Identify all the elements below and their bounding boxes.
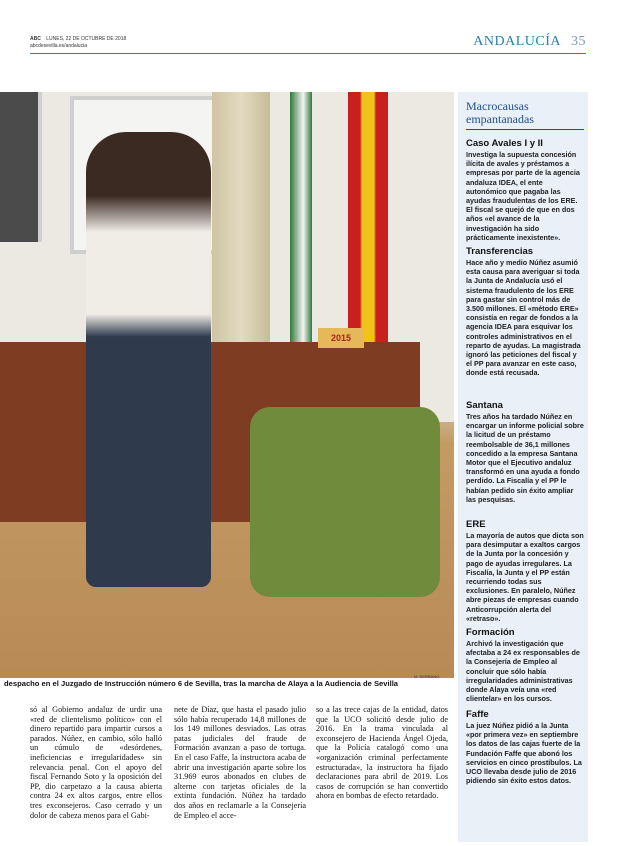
header-divider — [30, 53, 586, 54]
sidebar-item — [466, 400, 584, 504]
sidebar-item-heading: Caso Avales I y II — [466, 138, 543, 149]
sidebar-item-heading: ERE — [466, 519, 486, 530]
photo-credit: M. SERRANO — [414, 674, 440, 679]
brand-label: ABC — [30, 36, 41, 42]
sidebar-item-text: Hace año y medio Núñez asumió esta causa para averiguar si toda la Junta de Andalucía usó el sistema fraudulento de los ERE para gastar sin control más de 3.500 millones. El «método ERE» consistía en regar de fondos a la agencia IDEA para esquivar los controles administrativos en el reparto de ayudas. La magistrada ignoró las peticiones del fiscal y el PP para avanzar en este caso, donde está recusada. — [466, 258, 581, 378]
sidebar-item-heading: Faffe — [466, 709, 489, 720]
header-meta — [30, 36, 126, 50]
photo-window-left — [0, 92, 42, 242]
body-text: só al Gobierno andaluz de urdir una «red de clientelismo político» con el dinero repartido para impartir cursos a parados. Núñez, en cambio, sólo halló un cúmulo de «desórdenes, ineficiencias e irregularidades» sin relevancia penal. Con el apoyo del fiscal Fernando Soto y la oposición del PP, dio carpetazo a la causa abierta contra 24 ex altos cargos, entre ellos tres exconsejeros. Caso cerrado y un dolor de cabeza menos para el Gabi- — [30, 705, 162, 820]
sidebar-title: Macrocausas empantanadas — [466, 99, 534, 126]
sidebar-item-text: Archivó la investigación que afectaba a 24 ex responsables de la Consejería de Empleo al concluir que sólo había irregularidades administrativas donde Alaya veía una «red clientelar» en los cursos. — [466, 639, 580, 704]
body-column-3 — [316, 705, 448, 801]
main-photo — [0, 92, 454, 678]
photo-person — [86, 132, 211, 587]
sidebar-item-heading: Transferencias — [466, 246, 534, 257]
sidebar-item — [466, 519, 584, 623]
photo-chair — [250, 407, 440, 597]
body-text: so a las trece cajas de la entidad, datos que la UCO solicitó desde julio de 2016. En la trama vinculada al exconsejero de Hacienda Ángel Ojeda, que la Policía catalogó como una «organización criminal perfectamente estructurada», la instructora ha fijado declaraciones para abril de 2019. Los casos de corrupción se han convertido ahora en bombas de efecto retardado. — [316, 705, 448, 801]
sidebar-item-text: Tres años ha tardado Núñez en encargar un informe policial sobre la licitud de un préstamo reembolsable de 36,1 millones concedido a la empresa Santana Motor que el Ejecutivo andaluz transformó en una ayuda a fondo perdido. La Fiscalía y el PP le habían pedido sin éxito ampliar las pesquisas. — [466, 412, 584, 504]
photo-desk-sign — [318, 328, 364, 348]
sidebar-item-text: La juez Núñez pidió a la Junta «por primera vez» en septiembre los datos de las cajas fuerte de la Fundación Faffe que abonó los servicios en cinco prostíbulos. La UCO llevaba desde julio de 2016 pidiendo sin éxito estos datos. — [466, 721, 582, 786]
sidebar-item — [466, 138, 584, 242]
photo-caption: despacho en el Juzgado de Instrucción número 6 de Sevilla, tras la marcha de Alaya a la Audiencia de Sevilla — [4, 679, 399, 688]
body-text: nete de Díaz, que hasta el pasado julio sólo había recuperado 14,8 millones de los 149 millones desviados. Las otras patas judiciales del fraude de Formación avanzan a paso de tortuga. En el caso Faffe, la instructora acaba de abrir una investigación aparte sobre los 31.969 euros abonados en clubes de alterne con tarjetas oficiales de la extinta fundación. Núñez ha tardado dos años en reclamarle a la Consejería de Empleo el acce- — [174, 705, 306, 820]
sidebar-item-text: La mayoría de autos que dicta son para desimputar a exaltos cargos de la Junta por la concesión y pago de ayudas irregulares. La Fiscalía, la Junta y el PP están recurriendo todas sus exclusiones. En paralelo, Núñez abre piezas de empresas cuando Anticorrupción alerta del «retraso». — [466, 531, 584, 623]
header-site: abcdesevilla.es/andalucia — [30, 43, 87, 49]
sidebar-item — [466, 627, 584, 703]
sidebar-item-heading: Formación — [466, 627, 515, 638]
sidebar-item-heading: Santana — [466, 400, 503, 411]
body-column-2 — [174, 705, 306, 820]
section-title — [473, 34, 586, 50]
section-label: ANDALUCÍA — [473, 34, 561, 49]
desk-sign-text: 2015 — [330, 333, 352, 343]
sidebar-item — [466, 246, 584, 378]
body-column-1 — [30, 705, 162, 820]
header-date: LUNES, 22 DE OCTUBRE DE 2018 — [46, 36, 127, 42]
page-number: 35 — [571, 34, 586, 49]
sidebar-divider — [466, 129, 584, 130]
sidebar-item-text: Investiga la supuesta concesión ilícita de avales y préstamos a empresas por parte de la agencia andaluza IDEA, el ente autonómico que pagaba las ayudas fraudulentas de los ERE. El fiscal se quejó de que en dos años «el avance de la investigación ha sido prácticamente inexistente». — [466, 150, 580, 242]
sidebar-item — [466, 709, 584, 785]
